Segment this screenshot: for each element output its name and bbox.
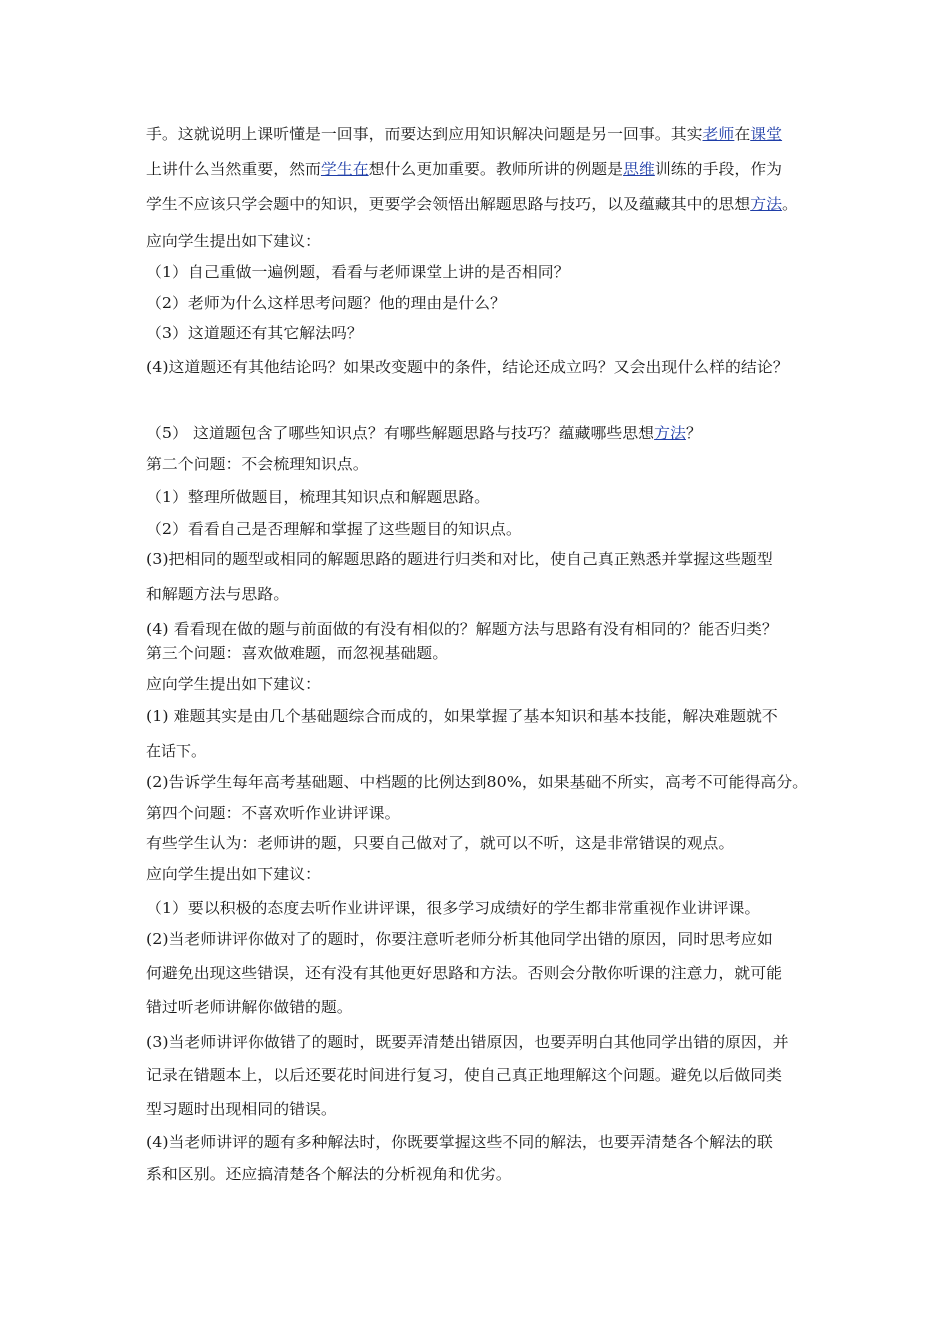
text-line <box>146 193 798 215</box>
text-line <box>146 642 448 664</box>
text-run: 和解题方法与思路。 <box>146 585 290 603</box>
text-line <box>146 583 289 605</box>
text-run: 。 <box>782 195 798 213</box>
text-run: 系和区别。还应搞清楚各个解法的分析视角和优劣。 <box>146 1165 512 1183</box>
text-run: 第二个问题：不会梳理知识点。 <box>146 455 369 473</box>
text-line <box>146 322 363 344</box>
text-run: 学生不应该只学会题中的知识，更要学会领悟出解题思路与技巧，以及蕴藏其中的思想 <box>146 195 751 213</box>
text-line <box>146 486 490 508</box>
hyperlink[interactable]: 方法 <box>750 195 783 213</box>
text-run: （1）自己重做一遍例题，看看与老师课堂上讲的是否相同？ <box>146 263 570 281</box>
text-line <box>146 802 400 824</box>
text-line <box>146 453 369 475</box>
text-line <box>146 705 778 727</box>
text-run: 记录在错题本上，以后还要花时间进行复习，使自己真正地理解这个问题。避免以后做同类 <box>146 1066 783 1084</box>
text-run: 第四个问题：不喜欢听作业讲评课。 <box>146 804 401 822</box>
text-line <box>146 618 778 640</box>
hyperlink[interactable]: 方法 <box>654 424 686 442</box>
text-run: （1）要以积极的态度去听作业讲评课，很多学习成绩好的学生都非常重视作业讲评课。 <box>146 899 761 917</box>
hyperlink[interactable]: 老师 <box>702 125 735 143</box>
text-run: （3）这道题还有其它解法吗？ <box>146 324 363 342</box>
text-line <box>146 158 782 180</box>
text-run: (4)这道题还有其他结论吗？如果改变题中的条件，结论还成立吗？又会出现什么样的结论？ <box>146 358 789 376</box>
text-run: 第三个问题：喜欢做难题，而忽视基础题。 <box>146 644 449 662</box>
text-line <box>146 356 789 378</box>
text-run: (1) 难题其实是由几个基础题综合而成的，如果掌握了基本知识和基本技能，解决难题就不 <box>146 707 778 725</box>
text-line <box>146 123 782 145</box>
text-line <box>146 548 773 570</box>
text-line <box>146 962 782 984</box>
text-run: 应向学生提出如下建议： <box>146 232 321 250</box>
text-line <box>146 518 522 540</box>
text-line <box>146 1064 782 1086</box>
text-run: (2)告诉学生每年高考基础题、中档题的比例达到80%，如果基础不所实，高考不可能得高分。 <box>146 773 809 791</box>
text-line <box>146 1098 337 1120</box>
text-run: 想什么更加重要。教师所讲的例题是 <box>368 160 624 178</box>
text-line <box>146 897 760 919</box>
text-line <box>146 996 353 1018</box>
text-run: （1）整理所做题目，梳理其知识点和解题思路。 <box>146 488 491 506</box>
text-run: （2）看看自己是否理解和掌握了这些题目的知识点。 <box>146 520 522 538</box>
text-run: （5） 这道题包含了哪些知识点？有哪些解题思路与技巧？蕴藏哪些思想 <box>146 424 655 442</box>
text-run: (3)把相同的题型或相同的解题思路的题进行归类和对比，使自己真正熟悉并掌握这些题型 <box>146 550 773 568</box>
text-run: (4)当老师讲评的题有多种解法时，你既要掌握这些不同的解法，也要弄清楚各个解法的联 <box>146 1133 773 1151</box>
hyperlink[interactable]: 思维 <box>623 160 655 178</box>
text-line <box>146 230 321 252</box>
text-run: 型习题时出现相同的错误。 <box>146 1100 337 1118</box>
hyperlink[interactable]: 学生在 <box>320 160 369 178</box>
text-line <box>146 863 321 885</box>
text-run: 应向学生提出如下建议： <box>146 865 321 883</box>
text-run: 训练的手段，作为 <box>654 160 783 178</box>
text-run: 在 <box>734 125 751 143</box>
text-run: 有些学生认为：老师讲的题，只要自己做对了，就可以不听，这是非常错误的观点。 <box>146 834 735 852</box>
text-run: (3)当老师讲评你做错了的题时，既要弄清楚出错原因，也要弄明白其他同学出错的原因，并 <box>146 1033 789 1051</box>
text-run: 上讲什么当然重要，然而 <box>146 160 321 178</box>
text-line <box>146 1031 789 1053</box>
text-line <box>146 832 734 854</box>
text-line <box>146 928 773 950</box>
text-line <box>146 261 570 283</box>
text-line <box>146 771 808 793</box>
text-run: （2）老师为什么这样思考问题？他的理由是什么？ <box>146 294 506 312</box>
text-run: (4) 看看现在做的题与前面做的有没有相似的？解题方法与思路有没有相同的？能否归类？ <box>146 620 778 638</box>
text-line <box>146 422 702 444</box>
text-line <box>146 740 206 762</box>
text-run: 何避免出现这些错误，还有没有其他更好思路和方法。否则会分散你听课的注意力，就可能 <box>146 964 783 982</box>
text-line <box>146 1131 773 1153</box>
text-line <box>146 1163 512 1185</box>
hyperlink[interactable]: 课堂 <box>750 125 783 143</box>
text-line <box>146 673 321 695</box>
text-run: 手。这就说明上课听懂是一回事，而要达到应用知识解决问题是另一回事。其实 <box>146 125 703 143</box>
text-run: (2)当老师讲评你做对了的题时，你要注意听老师分析其他同学出错的原因，同时思考应如 <box>146 930 773 948</box>
text-line <box>146 292 506 314</box>
text-run: 在话下。 <box>146 742 207 760</box>
text-run: ？ <box>685 424 702 442</box>
text-run: 错过听老师讲解你做错的题。 <box>146 998 353 1016</box>
text-run: 应向学生提出如下建议： <box>146 675 321 693</box>
